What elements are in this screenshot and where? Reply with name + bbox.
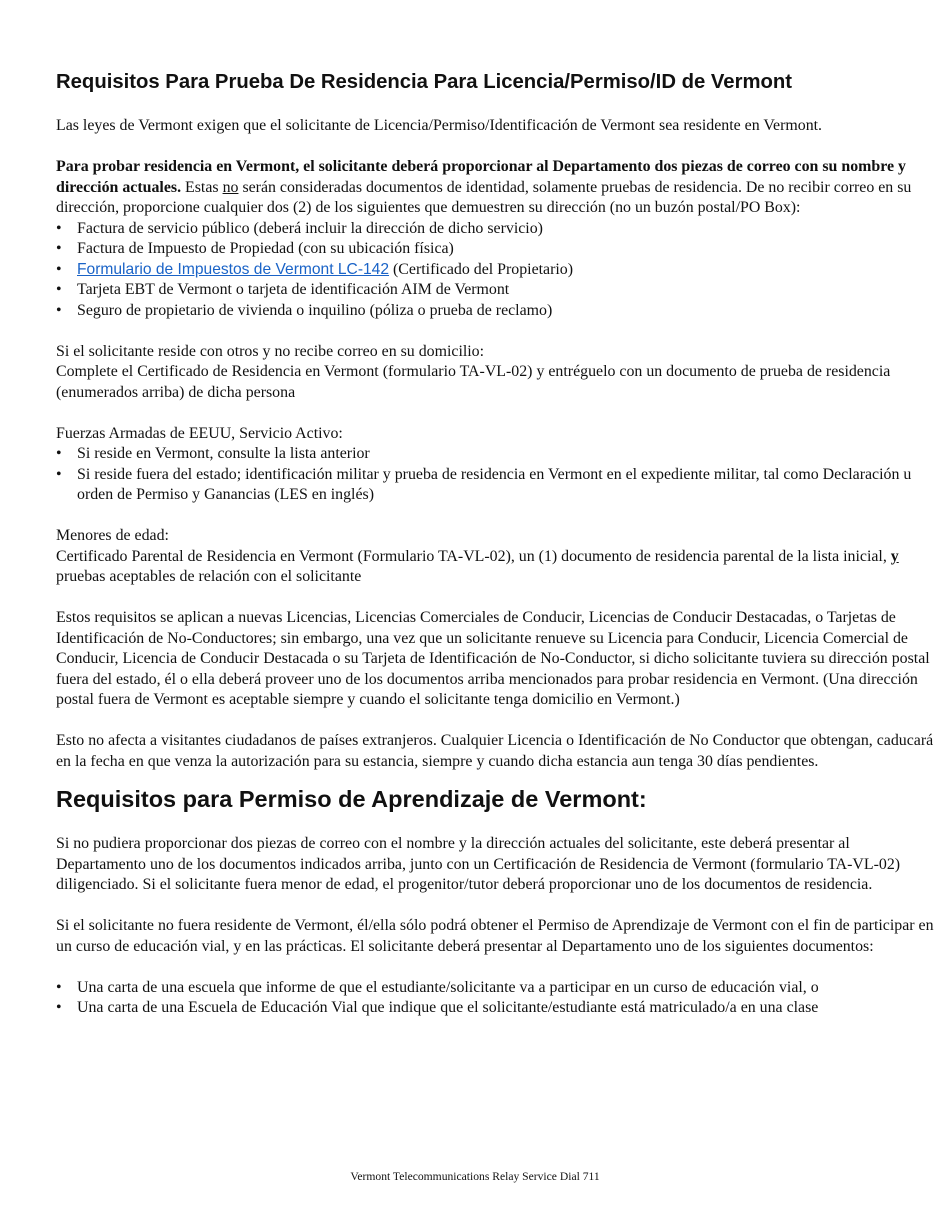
list-item-text: Una carta de una Escuela de Educación Vial que indique que el solicitante/estudiante está matriculado/a en una clase xyxy=(77,999,819,1016)
list-item-text: Si reside en Vermont, consulte la lista anterior xyxy=(77,445,370,462)
list-item xyxy=(56,260,934,281)
list-item-text: Seguro de propietario de vivienda o inquilino (póliza o prueba de reclamo) xyxy=(77,301,553,319)
proof-paragraph xyxy=(56,157,934,219)
visitors-paragraph: Esto no afecta a visitantes ciudadanos de países extranjeros. Cualquier Licencia o Identificación de No Conductor que obtengan, caducará en la fecha en que venza la autorización para su estancia, siempre y cuando dicha estancia aun tenga 30 días pendientes. xyxy=(56,732,934,770)
minors-post-text: pruebas aceptables de relación con el solicitante xyxy=(56,568,362,585)
minors-text xyxy=(56,547,934,588)
page-footer: Vermont Telecommunications Relay Service Dial 711 xyxy=(350,1170,600,1183)
learner-documents-list xyxy=(56,978,934,1019)
cohabit-text: Complete el Certificado de Residencia en Vermont (formulario TA-VL-02) y entréguelo con un documento de prueba de residencia (enumerados arriba) de dicha persona xyxy=(56,363,891,401)
list-item xyxy=(56,219,934,240)
minors-pre-text: Certificado Parental de Residencia en Vermont (Formulario TA-VL-02), un (1) documento de residencia parental de la lista inicial, xyxy=(56,547,887,565)
list-item xyxy=(56,301,934,322)
list-item-text: Una carta de una escuela que informe de que el estudiante/solicitante va a participar en un curso de educación vial, o xyxy=(77,978,819,996)
proof-rest-text: serán consideradas documentos de identidad, solamente pruebas de residencia. De no recibir correo en su dirección, proporcione cualquier dos (2) de los siguientes que demuestren su dirección (no un buzón postal/PO Box): xyxy=(56,178,912,216)
list-item xyxy=(56,444,934,465)
cohabit-heading: Si el solicitante reside con otros y no recibe correo en su domicilio: xyxy=(56,342,485,360)
list-item-text: Factura de Impuesto de Propiedad (con su ubicación física) xyxy=(77,240,454,257)
list-item xyxy=(56,978,934,999)
list-item-text: Tarjeta EBT de Vermont o tarjeta de identificación AIM de Vermont xyxy=(77,281,510,298)
list-item xyxy=(56,239,934,260)
section-title-learner-permit: Requisitos para Permiso de Aprendizaje de Vermont: xyxy=(56,786,647,812)
list-item xyxy=(56,465,934,506)
learner-paragraph-2: Si el solicitante no fuera residente de Vermont, él/ella sólo podrá obtener el Permiso de Aprendizaje de Vermont con el fin de participar en un curso de educación vial, y en las prácticas. El solicitante deberá presentar al Departamento uno de los siguientes documentos: xyxy=(56,917,934,955)
section-title-residence: Requisitos Para Prueba De Residencia Para Licencia/Permiso/ID de Vermont xyxy=(56,71,793,93)
lc-142-form-link[interactable]: Formulario de Impuestos de Vermont LC-142 xyxy=(77,260,390,278)
military-heading: Fuerzas Armadas de EEUU, Servicio Activo: xyxy=(56,424,343,442)
list-item-text: Si reside fuera del estado; identificación militar y prueba de residencia en Vermont en el expediente militar, tal como Declaración u orden de Permiso y Ganancias (LES en inglés) xyxy=(77,465,912,503)
minors-y-text: y xyxy=(890,547,899,565)
military-list xyxy=(56,444,934,506)
applies-paragraph: Estos requisitos se aplican a nuevas Licencias, Licencias Comerciales de Conducir, Licencias de Conducir Destacadas, o Tarjetas de Identificación de No-Conductores; sin embargo, una vez que un solicitante renueve su Licencia para Conducir, Licencia Comercial de Conducir, Licencia de Conducir Destacada o su Tarjeta de Identificación de No-Conductor, si dicho solicitante tuviera su dirección postal fuera del estado, él o ella deberá proveer uno de los documentos arriba mencionados para probar residencia en Vermont. (Una dirección postal fuera de Vermont es aceptable siempre y cuando el solicitante tenga domicilio en Vermont.) xyxy=(56,609,930,708)
learner-paragraph-1: Si no pudiera proporcionar dos piezas de correo con el nombre y la dirección actuales del solicitante, este deberá presentar al Departamento uno de los documentos indicados arriba, junto con un Certificación de Residencia de Vermont (formulario TA-VL-02) diligenciado. Si el solicitante fuera menor de edad, el progenitor/tutor deberá proporcionar uno de los documentos de residencia. xyxy=(56,835,901,893)
list-item-text: (Certificado del Propietario) xyxy=(393,260,574,278)
intro-paragraph: Las leyes de Vermont exigen que el solicitante de Licencia/Permiso/Identificación de Vermont sea residente en Vermont. xyxy=(56,117,823,134)
list-item xyxy=(56,280,934,301)
proof-pre-text: Estas xyxy=(185,178,219,196)
list-item xyxy=(56,998,934,1019)
proof-bold-text: Para probar residencia en Vermont, el solicitante deberá proporcionar al Departamento dos piezas de correo con su nombre y dirección actuales. xyxy=(56,158,906,196)
residence-documents-list xyxy=(56,219,934,322)
list-item-text: Factura de servicio público (deberá incluir la dirección de dicho servicio) xyxy=(77,219,543,237)
minors-heading: Menores de edad: xyxy=(56,527,169,544)
proof-no-text: no xyxy=(222,178,239,196)
document-page xyxy=(56,66,934,1019)
